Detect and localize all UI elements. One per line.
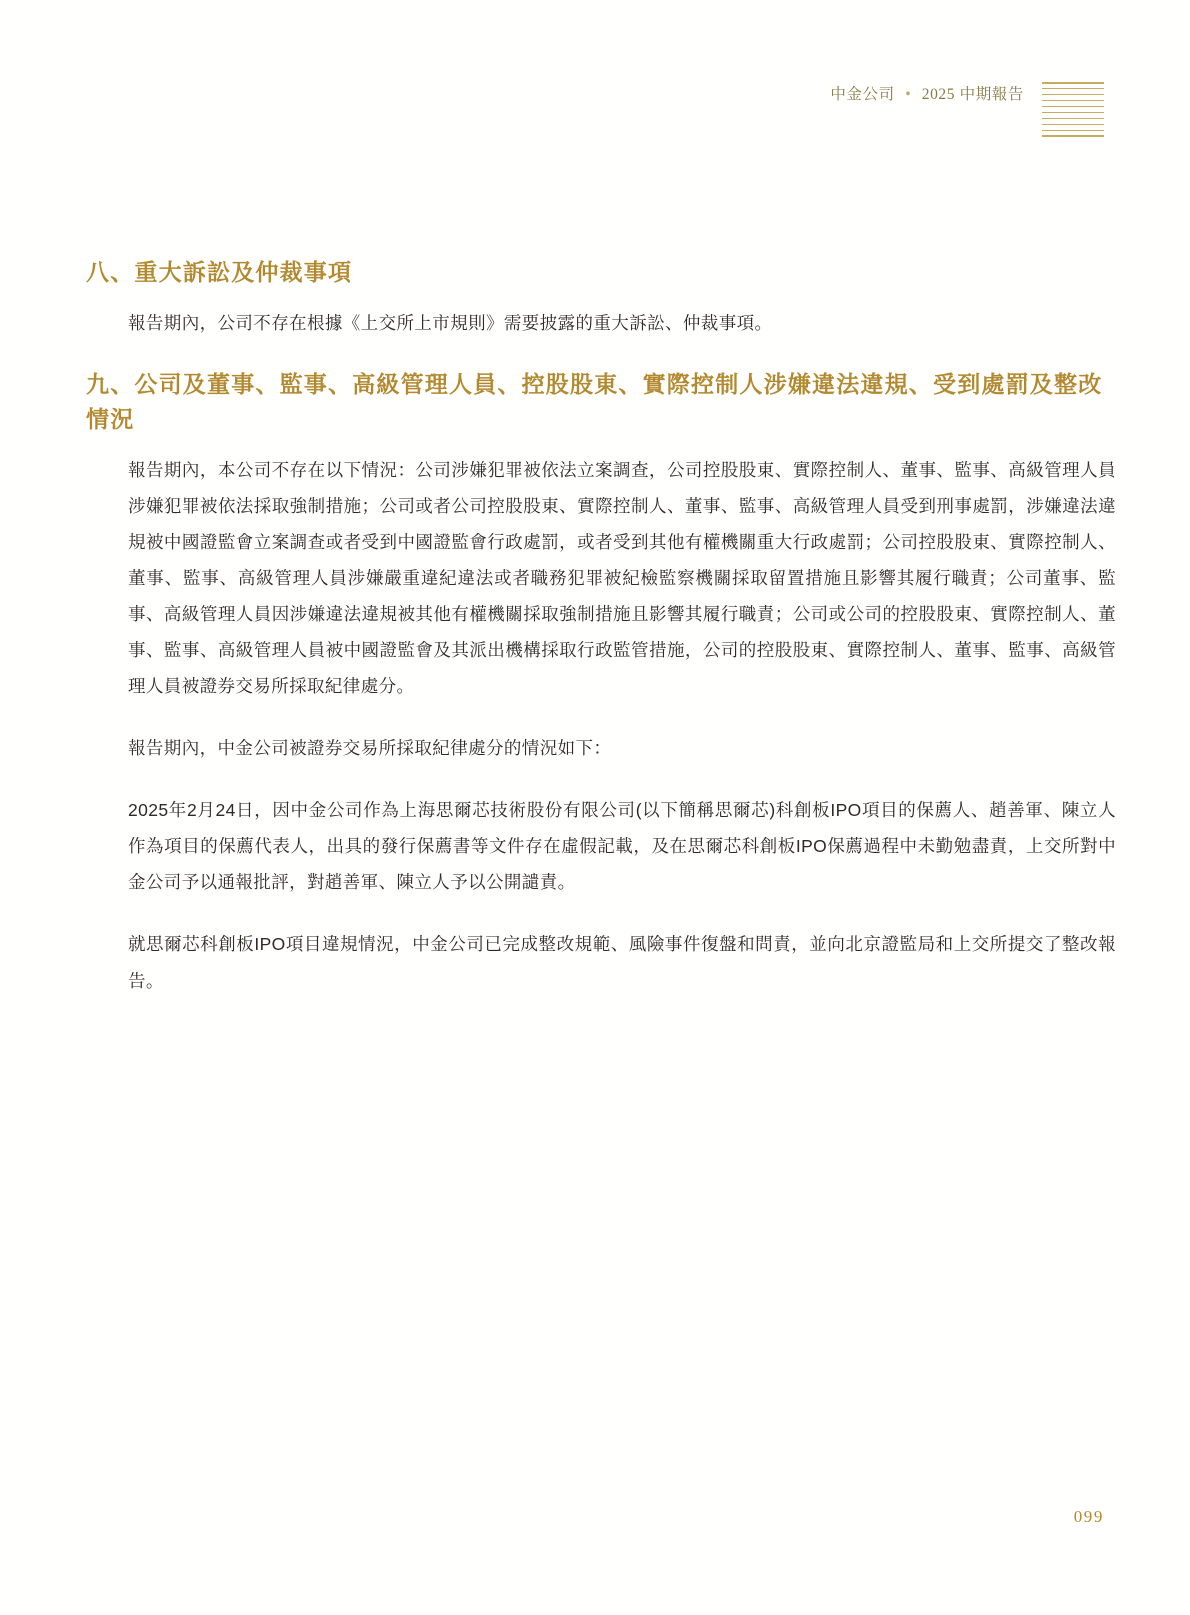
header-running-title (830, 82, 1024, 103)
header-line (1042, 100, 1104, 102)
section-9-paragraph-1: 報告期內，本公司不存在以下情況：公司涉嫌犯罪被依法立案調查，公司控股股東、實際控制人、董事、監事、高級管理人員涉嫌犯罪被依法採取強制措施；公司或者公司控股股東、實際控制人、董事、監事、高級管理人員受到刑事處罰，涉嫌違法違規被中國證監會立案調查或者受到中國證監會行政處罰，或者受到其他有權機關重大行政處罰；公司控股股東、實際控制人、董事、監事、高級管理人員涉嫌嚴重違紀違法或者職務犯罪被紀檢監察機關採取留置措施且影響其履行職責；公司董事、監事、高級管理人員因涉嫌違法違規被其他有權機關採取強制措施且影響其履行職責；公司或公司的控股股東、實際控制人、董事、監事、高級管理人員被中國證監會及其派出機構採取行政監管措施，公司的控股股東、實際控制人、董事、監事、高級管理人員被證券交易所採取紀律處分。 (128, 459, 1116, 697)
header-separator-dot: • (905, 86, 912, 103)
header-company-name: 中金公司 (830, 86, 895, 103)
header-report-name: 2025 中期報告 (921, 86, 1024, 103)
header-line (1042, 112, 1104, 114)
header-decorative-lines (1042, 82, 1104, 137)
header-line (1042, 130, 1104, 132)
page-header (830, 82, 1104, 137)
section-8-heading (86, 255, 1116, 291)
page-number: 099 (1073, 1507, 1104, 1526)
header-line (1042, 135, 1104, 137)
page-content (86, 255, 1116, 1003)
header-line (1042, 82, 1104, 84)
header-line (1042, 124, 1104, 126)
section-9-paragraph-2: 報告期內，中金公司被證券交易所採取紀律處分的情況如下： (128, 738, 612, 759)
section-9 (86, 367, 1116, 999)
section-8 (86, 255, 1116, 341)
section-8-title: 重大訴訟及仲裁事項 (134, 259, 353, 285)
section-9-title: 公司及董事、監事、高級管理人員、控股股東、實際控制人涉嫌違法違規、受到處罰及整改情況 (86, 370, 1103, 433)
header-line (1042, 94, 1104, 96)
section-9-number: 九、 (86, 370, 135, 397)
section-9-heading (86, 367, 1116, 438)
header-line (1042, 106, 1104, 108)
section-9-paragraph-3: 2025年2月24日，因中金公司作為上海思爾芯技術股份有限公司(以下簡稱思爾芯)科創板IPO項目的保薦人、趙善軍、陳立人作為項目的保薦代表人，出具的發行保薦書等文件存在虛假記載，及在思爾芯科創板IPO保薦過程中未勤勉盡責，上交所對中金公司予以通報批評，對趙善軍、陳立人予以公開譴責。 (128, 800, 1116, 893)
section-9-paragraph-4: 就思爾芯科創板IPO項目違規情況，中金公司已完成整改規範、風險事件復盤和問責，並向北京證監局和上交所提交了整改報告。 (128, 934, 1116, 991)
header-line (1042, 88, 1104, 90)
section-8-paragraph-1: 報告期內，公司不存在根據《上交所上市規則》需要披露的重大訴訟、仲裁事項。 (128, 312, 773, 333)
header-line (1042, 118, 1104, 120)
section-8-number: 八、 (86, 259, 135, 285)
